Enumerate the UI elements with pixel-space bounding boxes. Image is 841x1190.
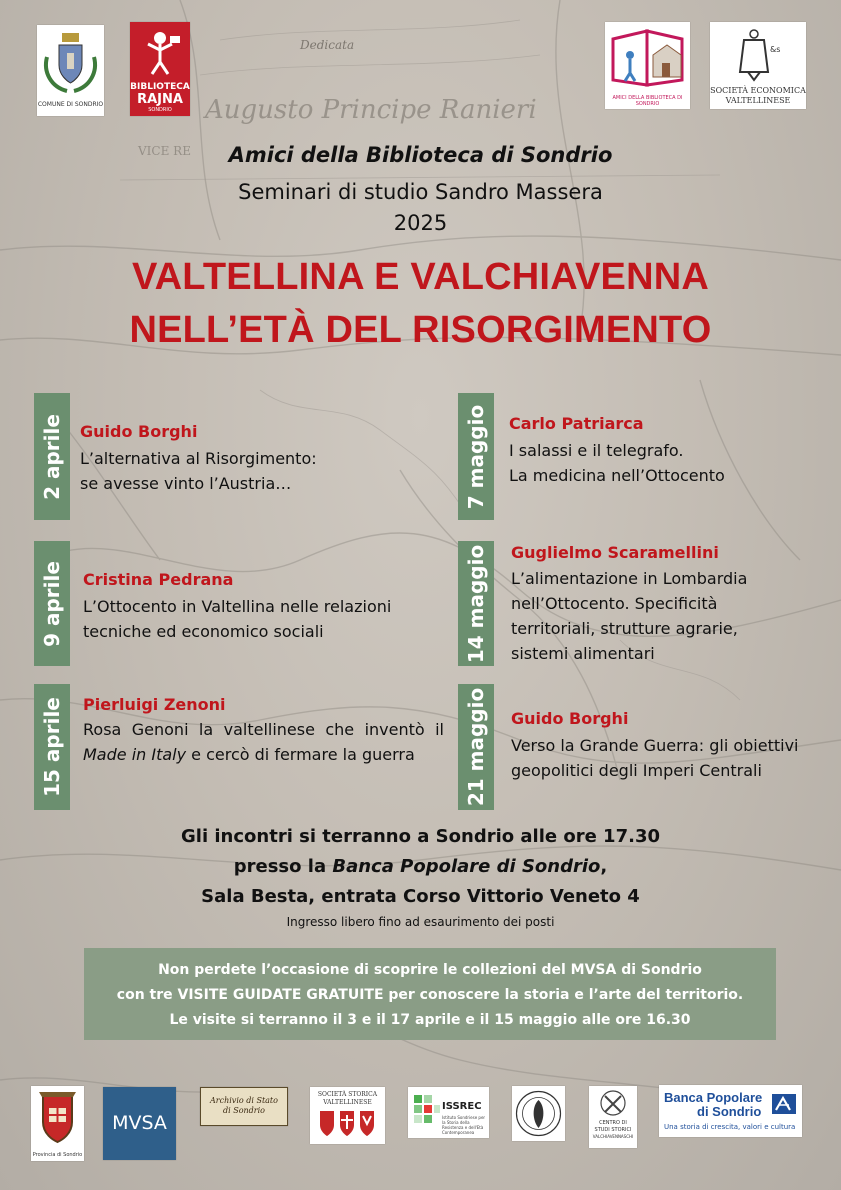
date-tab-14-maggio <box>458 541 494 666</box>
talk-line: I salassi e il telegrafo. <box>509 441 684 460</box>
talk-line: L’alternativa al Risorgimento: <box>80 449 317 468</box>
logo-bps-tagline: Una storia di crescita, valori e cultura <box>664 1123 796 1131</box>
date-label: 9 aprile <box>40 560 64 647</box>
speaker-name: Guido Borghi <box>511 709 629 728</box>
main-title-line-2: NELL’ETÀ DEL RISORGIMENTO <box>129 309 712 351</box>
series-heading: Seminari di studio Sandro Massera <box>238 180 603 204</box>
talk-line: se avesse vinto l’Austria… <box>80 474 292 493</box>
logo-archivio-stato <box>200 1087 288 1126</box>
date-tab-9-aprile <box>34 541 70 666</box>
logo-issrec-label: ISSREC <box>442 1101 482 1112</box>
logo-centro-valchiavennaschi <box>589 1086 637 1148</box>
logo-societa-label-1: SOCIETÀ ECONOMICA <box>710 86 806 95</box>
logo-sto-label-1: SOCIETÀ STORICA <box>317 1091 378 1098</box>
info-venue-post: , <box>600 856 608 877</box>
info-entry-note: Ingresso libero fino ad esaurimento dei posti <box>286 915 555 929</box>
date-label: 15 aprile <box>40 697 64 797</box>
logo-mvsa-label: MVSA <box>112 1112 167 1134</box>
speaker-name: Pierluigi Zenoni <box>83 695 226 714</box>
logo-societa-storica <box>310 1087 385 1144</box>
info-time: Gli incontri si terranno a Sondrio alle ore 17.30 <box>181 826 660 847</box>
speaker-name: Carlo Patriarca <box>509 414 644 433</box>
talk-title <box>83 717 444 767</box>
logo-centro-label-3: VALCHIAVENNASCHI <box>592 1134 634 1139</box>
talk-title <box>83 594 391 644</box>
talk-line: sistemi alimentari <box>511 644 655 663</box>
logo-provincia-label: Provincia di Sondrio <box>32 1152 83 1158</box>
guided-visits-box <box>84 948 776 1040</box>
bps-emblem-icon <box>771 1093 797 1115</box>
provincia-crest-icon <box>31 1088 84 1150</box>
talk-line: tecniche ed economico sociali <box>83 622 324 641</box>
logo-archivio-label: Archivio di Stato di Sondrio <box>210 1096 278 1115</box>
book-house-icon <box>605 25 690 95</box>
logo-amici-label: AMICI DELLA BIBLIOTECA DI SONDRIO <box>612 95 683 107</box>
shields-icon <box>310 1108 385 1142</box>
talk-line: Verso la Grande Guerra: gli obiettivi <box>511 736 799 755</box>
logo-issrec-small: Istituto Sondriese per la Storia della Resistenza e dell'Età Contemporanea <box>442 1115 486 1135</box>
logo-centro-label-2: STUDI STORICI <box>594 1127 632 1133</box>
logo-centro-label-1: CENTRO DI <box>599 1120 627 1126</box>
talk-line: territoriali, strutture agrarie, <box>511 619 738 638</box>
date-tab-7-maggio <box>458 393 494 520</box>
info-venue-bank: Banca Popolare di Sondrio <box>332 856 601 877</box>
main-title-line-1: VALTELLINA E VALCHIAVENNA <box>131 256 710 298</box>
info-venue-pre: presso la <box>233 856 333 877</box>
talk-line: La medicina nell’Ottocento <box>509 466 725 485</box>
logo-sto-label-2: VALTELLINESE <box>323 1099 372 1106</box>
talk-title <box>511 733 799 783</box>
talk-line: nell’Ottocento. Specificità <box>511 594 718 613</box>
speaker-name: Guglielmo Scaramellini <box>511 543 719 562</box>
speaker-name: Guido Borghi <box>80 422 198 441</box>
talk-text-pre: Rosa Genoni la valtellinese che inventò il <box>83 720 444 739</box>
date-label: 21 maggio <box>464 687 488 807</box>
mosaic-squares-icon <box>412 1093 442 1129</box>
logo-provincia-sondrio <box>31 1086 84 1161</box>
coat-of-arms-icon <box>37 27 104 101</box>
logo-issrec <box>408 1087 489 1138</box>
logo-banca-popolare-sondrio <box>659 1085 802 1137</box>
speaker-name: Cristina Pedrana <box>83 570 234 589</box>
map-text-vice-re: VICE RE <box>138 144 191 158</box>
talk-title <box>509 438 725 488</box>
logo-bps-label-2: di Sondrio <box>697 1104 762 1119</box>
logo-biblioteca-rajna <box>130 22 190 116</box>
svg-text:&s: &s <box>770 45 781 54</box>
talk-title <box>511 566 747 666</box>
bell-emblem-icon <box>710 26 806 84</box>
visits-line-3: Le visite si terranno il 3 e il 17 aprile e il 15 maggio alle ore 16.30 <box>169 1012 691 1028</box>
talk-line: geopolitici degli Imperi Centrali <box>511 761 762 780</box>
logo-biblioteca-label-3: SONDRIO <box>148 107 172 113</box>
logo-societa-economica <box>710 22 806 109</box>
date-label: 7 maggio <box>464 404 488 509</box>
info-venue <box>0 856 841 877</box>
logo-mvsa <box>103 1087 176 1160</box>
logo-comune-label: COMUNE DI SONDRIO <box>37 101 104 108</box>
year-heading: 2025 <box>393 211 448 235</box>
map-text-dedicata: Dedicata <box>300 38 355 52</box>
logo-comune-sondrio <box>37 25 104 116</box>
talk-line: L’Ottocento in Valtellina nelle relazioni <box>83 597 392 616</box>
organizer-heading: Amici della Biblioteca di Sondrio <box>228 143 613 167</box>
talk-text-emphasis: Made in Italy <box>83 745 187 764</box>
logo-biblioteca-label-2: RAJNA <box>137 92 183 107</box>
logo-centro-studi-storici <box>512 1086 565 1141</box>
round-seal-icon <box>512 1086 565 1141</box>
reader-figure-icon <box>130 26 190 80</box>
logo-societa-label-2: VALTELLINESE <box>725 96 791 105</box>
visits-line-2: con tre VISITE GUIDATE GRATUITE per conoscere la storia e l’arte del territorio. <box>116 987 744 1003</box>
visits-line-1: Non perdete l’occasione di scoprire le collezioni del MVSA di Sondrio <box>158 962 702 978</box>
talk-line: L’alimentazione in Lombardia <box>511 569 748 588</box>
date-tab-2-aprile <box>34 393 70 520</box>
info-address: Sala Besta, entrata Corso Vittorio Veneto 4 <box>201 886 640 907</box>
logo-bps-label-1: Banca Popolare <box>664 1090 763 1105</box>
date-label: 14 maggio <box>464 544 488 663</box>
logo-biblioteca-label-1: BIBLIOTECA <box>130 82 190 92</box>
logo-amici-biblioteca <box>605 22 690 109</box>
talk-text-post: e cercò di fermare la guerra <box>186 745 415 764</box>
date-tab-21-maggio <box>458 684 494 810</box>
talk-title <box>80 446 317 496</box>
map-text-principe: Augusto Principe Ranieri <box>205 95 537 125</box>
tools-emblem-icon <box>589 1088 637 1118</box>
date-tab-15-aprile <box>34 684 70 810</box>
date-label: 2 aprile <box>40 413 64 500</box>
